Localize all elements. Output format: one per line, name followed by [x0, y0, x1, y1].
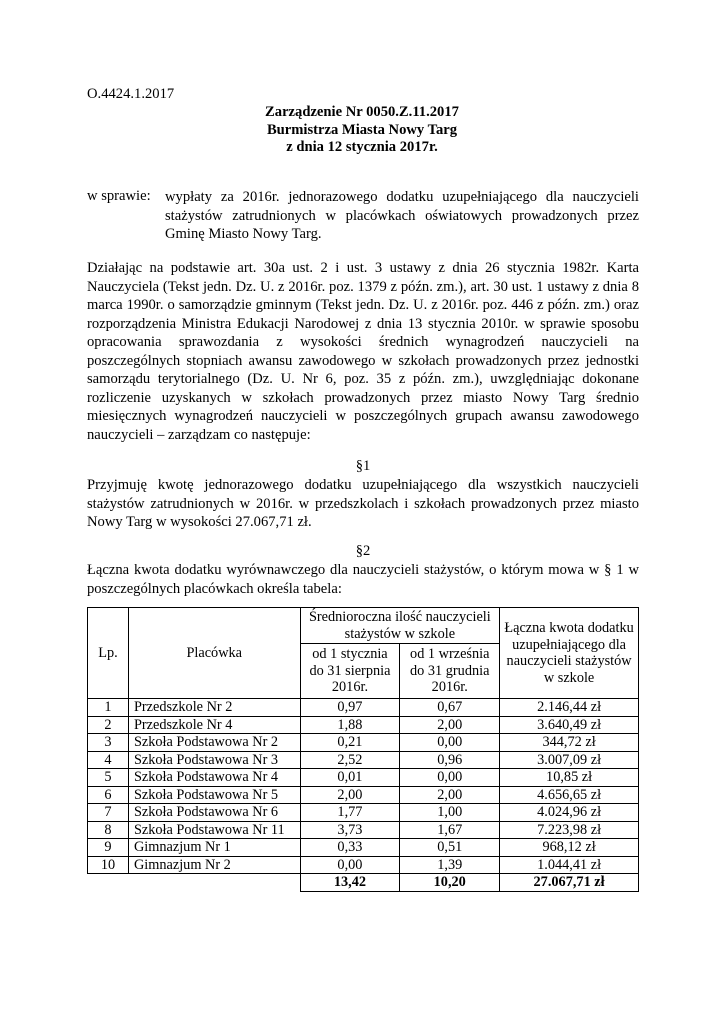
totals-row: [88, 874, 639, 892]
total-period-2: 10,20: [400, 874, 500, 892]
cell-placowka: Przedszkole Nr 2: [128, 699, 300, 717]
cell-amount: 7.223,98 zł: [500, 821, 639, 839]
totals-blank: [88, 874, 301, 892]
cell-period-1: 1,77: [300, 804, 400, 822]
table-row: [88, 821, 639, 839]
table-row: [88, 856, 639, 874]
cell-period-1: 0,01: [300, 769, 400, 787]
cell-period-1: 0,00: [300, 856, 400, 874]
w-sprawie-label: w sprawie:: [87, 188, 151, 204]
cell-lp: 9: [88, 839, 129, 857]
cell-amount: 10,85 zł: [500, 769, 639, 787]
cell-period-2: 0,00: [400, 734, 500, 752]
cell-lp: 7: [88, 804, 129, 822]
cell-period-1: 0,21: [300, 734, 400, 752]
cell-lp: 1: [88, 699, 129, 717]
title-line-1: Zarządzenie Nr 0050.Z.11.2017: [265, 104, 459, 120]
cell-placowka: Szkoła Podstawowa Nr 6: [128, 804, 300, 822]
cell-lp: 6: [88, 786, 129, 804]
cell-period-1: 0,97: [300, 699, 400, 717]
header-period-1: od 1 stycznia do 31 sierpnia 2016r.: [300, 644, 400, 699]
cell-amount: 344,72 zł: [500, 734, 639, 752]
cell-placowka: Gimnazjum Nr 2: [128, 856, 300, 874]
header-period-2: od 1 września do 31 grudnia 2016r.: [400, 644, 500, 699]
cell-period-2: 2,00: [400, 786, 500, 804]
table-row: [88, 734, 639, 752]
document-title: [0, 104, 724, 157]
table-row: [88, 839, 639, 857]
cell-period-2: 1,67: [400, 821, 500, 839]
cell-amount: 968,12 zł: [500, 839, 639, 857]
cell-period-2: 0,96: [400, 751, 500, 769]
table-row: [88, 786, 639, 804]
table-row: [88, 769, 639, 787]
cell-amount: 3.007,09 zł: [500, 751, 639, 769]
cell-lp: 8: [88, 821, 129, 839]
table-row: [88, 699, 639, 717]
w-sprawie-text: wypłaty za 2016r. jednorazowego dodatku uzupełniającego dla nauczycieli stażystów zatrudnionych w placówkach oświatowych prowadzonych przez Gminę Miasto Nowy Targ.: [165, 189, 639, 242]
cell-amount: 4.024,96 zł: [500, 804, 639, 822]
cell-lp: 4: [88, 751, 129, 769]
table-row: [88, 751, 639, 769]
cell-period-1: 0,33: [300, 839, 400, 857]
cell-placowka: Szkoła Podstawowa Nr 5: [128, 786, 300, 804]
cell-period-2: 0,67: [400, 699, 500, 717]
cell-amount: 3.640,49 zł: [500, 716, 639, 734]
cell-placowka: Przedszkole Nr 4: [128, 716, 300, 734]
cell-period-1: 1,88: [300, 716, 400, 734]
title-line-2: Burmistrza Miasta Nowy Targ: [266, 121, 458, 138]
cell-period-1: 2,00: [300, 786, 400, 804]
cell-lp: 3: [88, 734, 129, 752]
cell-placowka: Szkoła Podstawowa Nr 11: [128, 821, 300, 839]
section-1-heading: §1: [355, 458, 371, 474]
cell-lp: 5: [88, 769, 129, 787]
title-line-3: z dnia 12 stycznia 2017r.: [286, 139, 438, 155]
table-row: [88, 716, 639, 734]
cell-period-2: 0,00: [400, 769, 500, 787]
cell-placowka: Szkoła Podstawowa Nr 3: [128, 751, 300, 769]
header-placowka: Placówka: [128, 608, 300, 699]
section-1-text: Przyjmuję kwotę jednorazowego dodatku uzupełniającego dla wszystkich nauczycieli stażystów zatrudnionych w 2016r. w przedszkolach i szkołach prowadzonych przez miasto Nowy Targ w wysokości 27.067,71 zł.: [87, 477, 639, 530]
total-period-1: 13,42: [300, 874, 400, 892]
section-2-text: Łączna kwota dodatku wyrównawczego dla nauczycieli stażystów, o którym mowa w § 1 w poszczególnych placówkach określa tabela:: [87, 562, 639, 597]
cell-period-1: 3,73: [300, 821, 400, 839]
header-average-group: Średnioroczna ilość nauczycieli stażystów w szkole: [300, 608, 500, 644]
table-row: [88, 804, 639, 822]
cell-placowka: Gimnazjum Nr 1: [128, 839, 300, 857]
header-total-amount: Łączna kwota dodatku uzupełniającego dla nauczycieli stażystów w szkole: [500, 608, 639, 699]
cell-placowka: Szkoła Podstawowa Nr 2: [128, 734, 300, 752]
cell-lp: 2: [88, 716, 129, 734]
total-amount: 27.067,71 zł: [500, 874, 639, 892]
cell-period-2: 0,51: [400, 839, 500, 857]
cell-amount: 2.146,44 zł: [500, 699, 639, 717]
cell-period-2: 1,39: [400, 856, 500, 874]
header-lp: Lp.: [88, 608, 129, 699]
section-2-heading: §2: [355, 543, 371, 559]
allowance-table: [87, 607, 639, 892]
intro-paragraph: Działając na podstawie art. 30a ust. 2 i ust. 3 ustawy z dnia 26 stycznia 1982r. Karta Nauczyciela (Tekst jedn. Dz. U. z 2016r. poz. 1379 z późn. zm.), art. 30 ust. 1 ustawy z dnia 8 marca 1990r. o samorządzie gminnym (Tekst jedn. Dz. U. z 2016r. poz. 446 z późn. zm.) oraz rozporządzenia Ministra Edukacji Narodowej z dnia 13 stycznia 2010r. w sprawie sposobu opracowania sprawozdania z wysokości średnich wynagrodzeń nauczycieli na poszczególnych stopniach awansu zawodowego w szkołach prowadzonych przez jednostki samorządu terytorialnego (Dz. U. Nr 6, poz. 35 z późn. zm.), uwzględniając dokonane rozliczenie uzyskanych w szkołach prowadzonych przez miasto Nowy Targ średnio miesięcznych wynagrodzeń nauczycieli w poszczególnych grupach awansu zawodowego nauczycieli – zarządzam co następuje:: [87, 260, 639, 443]
cell-period-2: 2,00: [400, 716, 500, 734]
document-reference: O.4424.1.2017: [87, 86, 175, 102]
cell-period-2: 1,00: [400, 804, 500, 822]
cell-amount: 1.044,41 zł: [500, 856, 639, 874]
cell-amount: 4.656,65 zł: [500, 786, 639, 804]
cell-placowka: Szkoła Podstawowa Nr 4: [128, 769, 300, 787]
cell-period-1: 2,52: [300, 751, 400, 769]
cell-lp: 10: [88, 856, 129, 874]
